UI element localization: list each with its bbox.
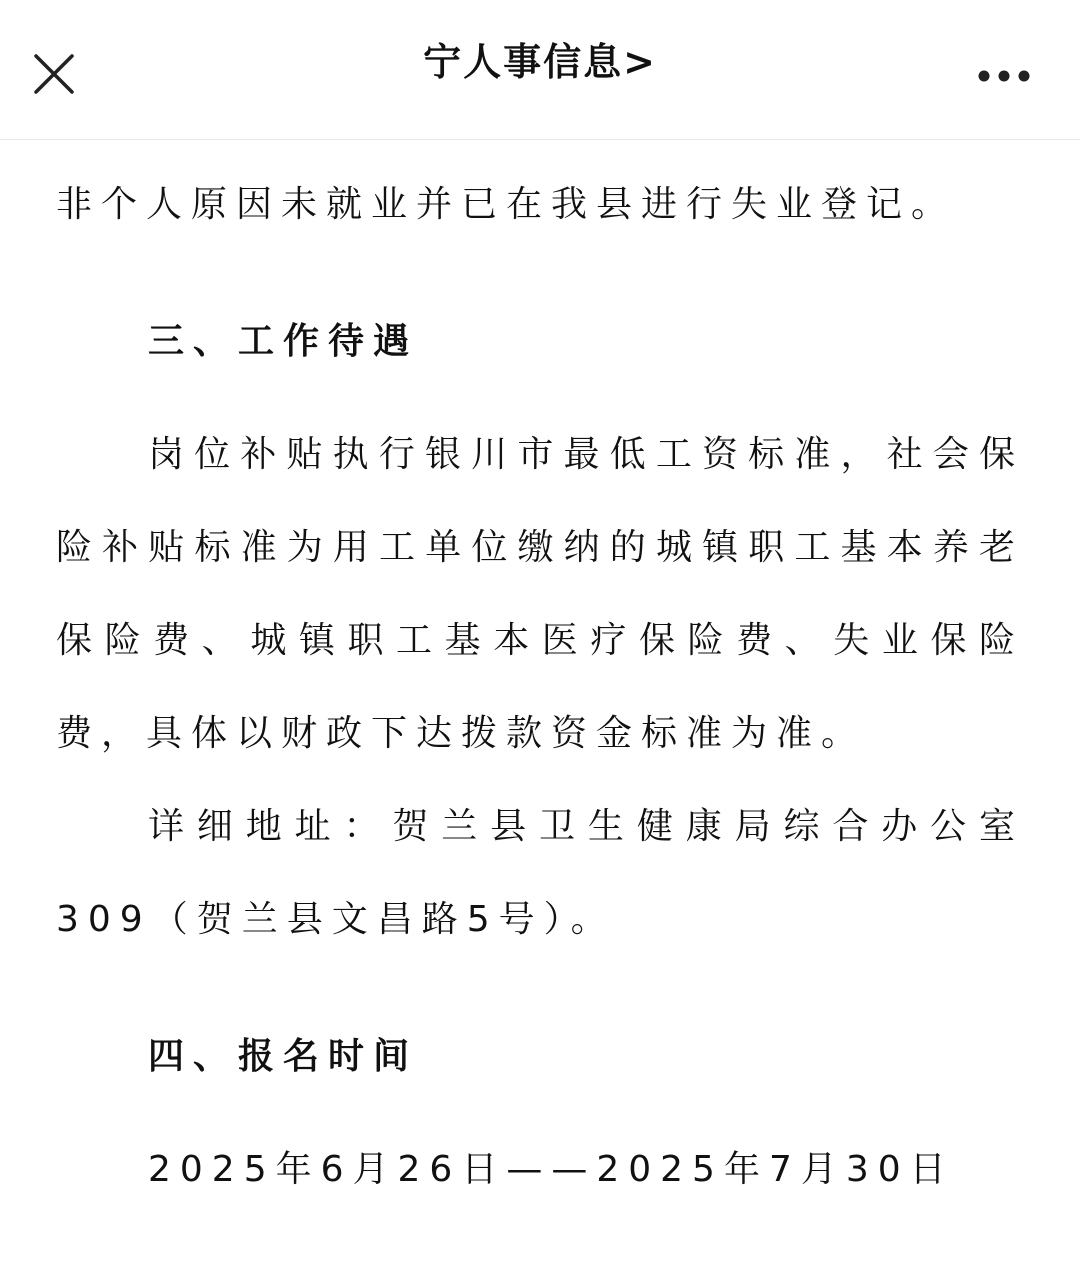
- paragraph-address: 详细地址：贺兰县卫生健康局综合办公室309（贺兰县文昌路5号）。: [56, 806, 1024, 940]
- paragraph-eligibility: 非个人原因未就业并已在我县进行失业登记。: [56, 184, 957, 225]
- more-icon: [976, 68, 1032, 84]
- top-bar: [0, 0, 1080, 140]
- more-button[interactable]: [968, 48, 1040, 104]
- article-body: [56, 142, 1024, 1216]
- account-title[interactable]: 宁人事信息>: [423, 40, 657, 84]
- registration-date-range: 2025年6月26日——2025年7月30日: [148, 1149, 955, 1190]
- section-heading-benefits: 三、工作待遇: [148, 321, 419, 362]
- section-heading-registration-time: 四、报名时间: [148, 1036, 419, 1077]
- paragraph-benefits: 岗位补贴执行银川市最低工资标准，社会保险补贴标准为用工单位缴纳的城镇职工基本养老保险费、城镇职工基本医疗保险费、失业保险费，具体以财政下达拨款资金标准为准。: [56, 434, 1024, 754]
